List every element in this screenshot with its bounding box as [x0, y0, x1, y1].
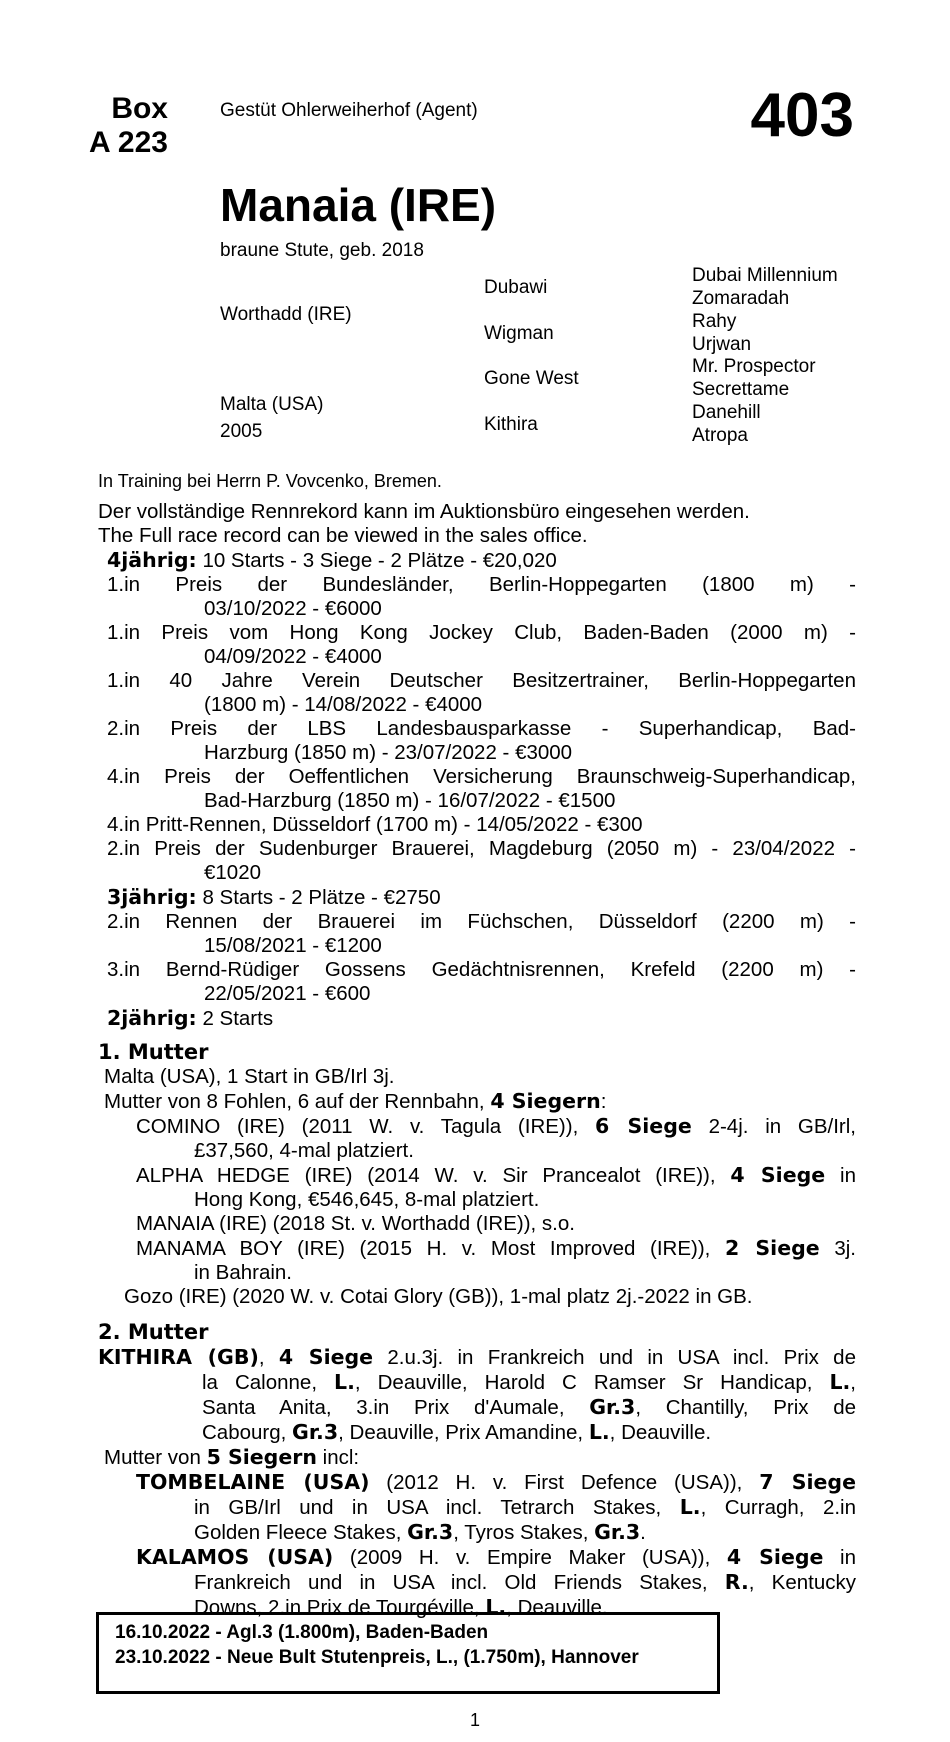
box-id: A 223	[89, 126, 168, 159]
box-number	[88, 92, 168, 160]
offspring-item: KALAMOS (USA) (2009 H. v. Empire Maker (USA)), 4 Siege in Frankreich und in USA incl. Old Friends Stakes, R., Kentucky Downs, 2.in Prix de Tourgéville, L., Deauville.	[136, 1545, 856, 1619]
offspring-item: Gozo (IRE) (2020 W. v. Cotai Glory (GB)), 1-mal platz 2j.-2022 in GB.	[124, 1285, 753, 1308]
pedigree-gen3-1: Dubai Millennium	[692, 265, 838, 286]
page-number: 1	[469, 1710, 480, 1730]
dam1-line: Malta (USA), 1 Start in GB/Irl 3j.	[104, 1065, 395, 1088]
pedigree-gen3-3: Rahy	[692, 311, 737, 332]
dam1-heading: 1. Mutter	[98, 1040, 209, 1064]
race-entry: 23.10.2022 - Neue Bult Stutenpreis, L., (1.750m), Hannover	[115, 1647, 639, 1668]
dam2-record: KITHIRA (GB), 4 Siege 2.u.3j. in Frankreich und in USA incl. Prix de la Calonne, L., Deauville, Harold C Ramser Sr Handicap, L., Santa Anita, 3.in Prix d'Aumale, Gr.3, Chantilly, Prix de Cabourg, Gr.3, Deauville, Prix Amandine, L., Deauville.	[98, 1345, 856, 1444]
pedigree-gen3-2: Zomaradah	[692, 288, 790, 309]
horse-description: braune Stute, geb. 2018	[220, 240, 424, 261]
offspring-item: MANAMA BOY (IRE) (2015 H. v. Most Improved (IRE)), 2 Siege 3j. in Bahrain.	[136, 1236, 856, 1284]
pedigree-dam-dam: Kithira	[484, 414, 538, 435]
race-entries-box	[96, 1612, 720, 1694]
pedigree-gen3-6: Secrettame	[692, 379, 790, 400]
race-result: 1.in 40 Jahre Verein Deutscher Besitzertrainer, Berlin-Hoppegarten (1800 m) - 14/08/2022 - €4000	[107, 669, 856, 716]
race-result: 2.in Rennen der Brauerei im Füchschen, Düsseldorf (2200 m) - 15/08/2021 - €1200	[107, 910, 856, 957]
record-note-en: The Full race record can be viewed in the sales office.	[98, 524, 588, 547]
consignor: Gestüt Ohlerweiherhof (Agent)	[220, 100, 478, 121]
offspring-item: TOMBELAINE (USA) (2012 H. v. First Defence (USA)), 7 Siege in GB/Irl und in USA incl. Tetrarch Stakes, L., Curragh, 2.in Golden Fleece Stakes, Gr.3, Tyros Stakes, Gr.3.	[136, 1470, 856, 1544]
race-result: 1.in Preis der Bundesländer, Berlin-Hoppegarten (1800 m) - 03/10/2022 - €6000	[107, 573, 856, 620]
year-summary: 3jährig: 8 Starts - 2 Plätze - €2750	[107, 885, 441, 909]
offspring-item: ALPHA HEDGE (IRE) (2014 W. v. Sir Prancealot (IRE)), 4 Siege in Hong Kong, €546,645, 8-mal platziert.	[136, 1163, 856, 1211]
dam2-heading: 2. Mutter	[98, 1320, 209, 1344]
box-label: Box	[111, 92, 168, 125]
dam1-produce: Mutter von 8 Fohlen, 6 auf der Rennbahn, 4 Siegern:	[104, 1089, 607, 1113]
year-summary: 4jährig: 10 Starts - 3 Siege - 2 Plätze - €20,020	[107, 548, 557, 572]
pedigree-gen3-8: Atropa	[692, 425, 748, 446]
pedigree-sire-dam: Wigman	[484, 323, 554, 344]
race-result: 2.in Preis der LBS Landesbausparkasse - Superhandicap, Bad- Harzburg (1850 m) - 23/07/2022 - €3000	[107, 717, 856, 764]
lot-number: 403	[750, 81, 854, 150]
race-result: 4.in Pritt-Rennen, Düsseldorf (1700 m) - 14/05/2022 - €300	[107, 813, 643, 836]
race-result: 3.in Bernd-Rüdiger Gossens Gedächtnisrennen, Krefeld (2200 m) - 22/05/2021 - €600	[107, 958, 856, 1005]
offspring-item: MANAIA (IRE) (2018 St. v. Worthadd (IRE)), s.o.	[136, 1212, 575, 1235]
pedigree-dam: Malta (USA)	[220, 394, 324, 415]
offspring-item: COMINO (IRE) (2011 W. v. Tagula (IRE)), 6 Siege 2-4j. in GB/Irl, £37,560, 4-mal platziert.	[136, 1114, 856, 1162]
race-record	[98, 500, 856, 1620]
dam2-produce: Mutter von 5 Siegern incl:	[104, 1445, 360, 1469]
pedigree-gen3-4: Urjwan	[692, 334, 752, 355]
year-summary: 2jährig: 2 Starts	[107, 1006, 274, 1030]
pedigree-sire-sire: Dubawi	[484, 277, 548, 298]
race-result: 1.in Preis vom Hong Kong Jockey Club, Baden-Baden (2000 m) - 04/09/2022 - €4000	[107, 621, 856, 668]
pedigree-gen3-7: Danehill	[692, 402, 761, 423]
race-entry: 16.10.2022 - Agl.3 (1.800m), Baden-Baden	[115, 1622, 489, 1643]
pedigree-gen3-5: Mr. Prospector	[692, 356, 816, 377]
training-note: In Training bei Herrn P. Vovcenko, Bremen.	[98, 471, 442, 491]
pedigree-dam-year: 2005	[220, 421, 263, 442]
horse-name: Manaia (IRE)	[220, 179, 497, 231]
race-result: 4.in Preis der Oeffentlichen Versicherung Braunschweig-Superhandicap, Bad-Harzburg (1850 m) - 16/07/2022 - €1500	[107, 765, 856, 812]
pedigree-sire: Worthadd (IRE)	[220, 304, 352, 325]
record-note-de: Der vollständige Rennrekord kann im Auktionsbüro eingesehen werden.	[98, 500, 750, 523]
pedigree-dam-sire: Gone West	[484, 368, 579, 389]
race-result: 2.in Preis der Sudenburger Brauerei, Magdeburg (2050 m) - 23/04/2022 - €1020	[107, 837, 856, 884]
